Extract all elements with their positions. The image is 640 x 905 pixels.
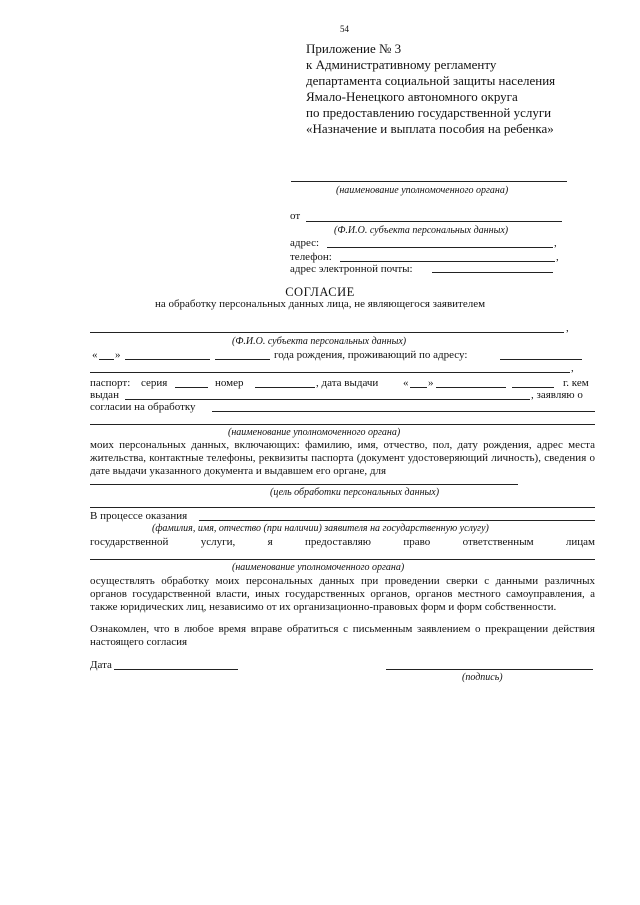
subject-fio-field[interactable] (306, 221, 562, 222)
responsible-org-caption: (наименование уполномоченного органа) (232, 562, 405, 573)
from-label: от (290, 210, 301, 222)
agree-text: , заявляю о (531, 389, 583, 401)
consent-org-caption: (наименование уполномоченного органа) (228, 427, 401, 438)
fio-field[interactable] (90, 332, 564, 333)
email-field[interactable] (432, 272, 553, 273)
fio-caption: (Ф.И.О. субъекта персональных данных) (232, 336, 407, 347)
consent-subtitle: на обработку персональных данных лица, не являющегося заявителем (154, 298, 486, 310)
address-comma: , (554, 237, 557, 249)
issue-date-close-quote: » (428, 377, 434, 389)
purpose-field[interactable] (90, 484, 518, 485)
consent-org-field-2[interactable] (90, 424, 595, 425)
responsible-org-field[interactable] (90, 559, 595, 560)
applicant-fio-field[interactable] (199, 520, 595, 521)
phone-comma: , (556, 251, 559, 263)
birth-year-field[interactable] (215, 359, 270, 360)
residence-address-field-2[interactable] (90, 372, 570, 373)
issued-by-field[interactable] (125, 399, 530, 400)
phone-field[interactable] (340, 261, 555, 262)
birth-date-close-quote: » (115, 349, 121, 361)
appendix-line-4: Ямало-Ненецкого автономного округа (306, 89, 518, 104)
issue-month-field[interactable] (436, 387, 506, 388)
passport-label: паспорт: (90, 377, 131, 389)
address-label: адрес: (290, 237, 320, 249)
signature-field[interactable] (386, 669, 593, 670)
issue-year-field[interactable] (512, 387, 554, 388)
email-label: адрес электронной почты: (290, 263, 413, 275)
passport-number-field[interactable] (255, 387, 315, 388)
consent-org-field[interactable] (212, 411, 595, 412)
address-field[interactable] (327, 247, 553, 248)
birth-date-open-quote: « (92, 349, 98, 361)
page-number: 54 (340, 24, 349, 34)
signature-caption: (подпись) (462, 672, 503, 683)
org-name-field[interactable] (291, 181, 567, 182)
year-kem-text: г. кем (563, 377, 589, 389)
purpose-field-2[interactable] (90, 507, 595, 508)
gov-service-text: государственной услуги, я предоставляю право ответственным лицам (90, 536, 595, 548)
consent-title: СОГЛАСИЕ (285, 285, 355, 299)
issued-date-label: , дата выдачи (316, 377, 379, 389)
purpose-caption: (цель обработки персональных данных) (270, 487, 440, 498)
phone-label: телефон: (290, 251, 332, 263)
consent-label: согласии на обработку (90, 401, 196, 413)
birth-day-field[interactable] (99, 359, 114, 360)
appendix-line-3: департамента социальной защиты населения (306, 73, 556, 88)
address-line-comma: , (571, 362, 574, 374)
appendix-line-6: «Назначение и выплата пособия на ребенка» (306, 121, 554, 136)
birth-text: года рождения, проживающий по адресу: (274, 349, 468, 361)
subject-fio-caption: (Ф.И.О. субъекта персональных данных) (334, 225, 509, 236)
date-field[interactable] (114, 669, 238, 670)
fio-comma: , (566, 322, 569, 334)
org-name-caption: (наименование уполномоченного органа) (336, 185, 509, 196)
issued-label: выдан (90, 389, 119, 401)
personal-data-paragraph: моих персональных данных, включающих: фамилию, имя, отчество, пол, дату рождения, адрес места жительства, контактные телефоны, реквизиты паспорта (документ удостоверяющий личность), сведения о дате выдачи указанного документа и выдавшем его органе, для (90, 439, 595, 477)
passport-series-field[interactable] (175, 387, 208, 388)
appendix-line-5: по предоставлению государственной услуги (306, 105, 552, 120)
birth-month-field[interactable] (125, 359, 210, 360)
issue-day-field[interactable] (410, 387, 427, 388)
process-label: В процессе оказания (90, 510, 188, 522)
applicant-caption: (фамилия, имя, отчество (при наличии) заявителя на государственную услугу) (152, 523, 489, 534)
issue-date-open-quote: « (403, 377, 409, 389)
series-label: серия (141, 377, 168, 389)
appendix-line-2: к Административному регламенту (306, 57, 497, 72)
processing-paragraph: осуществлять обработку моих персональных данных при проведении сверки с данными различных органов государственной власти, иных государственных органов, органов местного самоуправления, а также юридических лиц, независимо от их организационно-правовых форм и форм собственности. (90, 575, 595, 613)
appendix-line-1: Приложение № 3 (306, 41, 402, 56)
date-label: Дата (90, 659, 112, 671)
acknowledge-paragraph: Ознакомлен, что в любое время вправе обратиться с письменным заявлением о прекращении действия настоящего согласия (90, 623, 595, 648)
number-label: номер (215, 377, 244, 389)
residence-address-field[interactable] (500, 359, 582, 360)
